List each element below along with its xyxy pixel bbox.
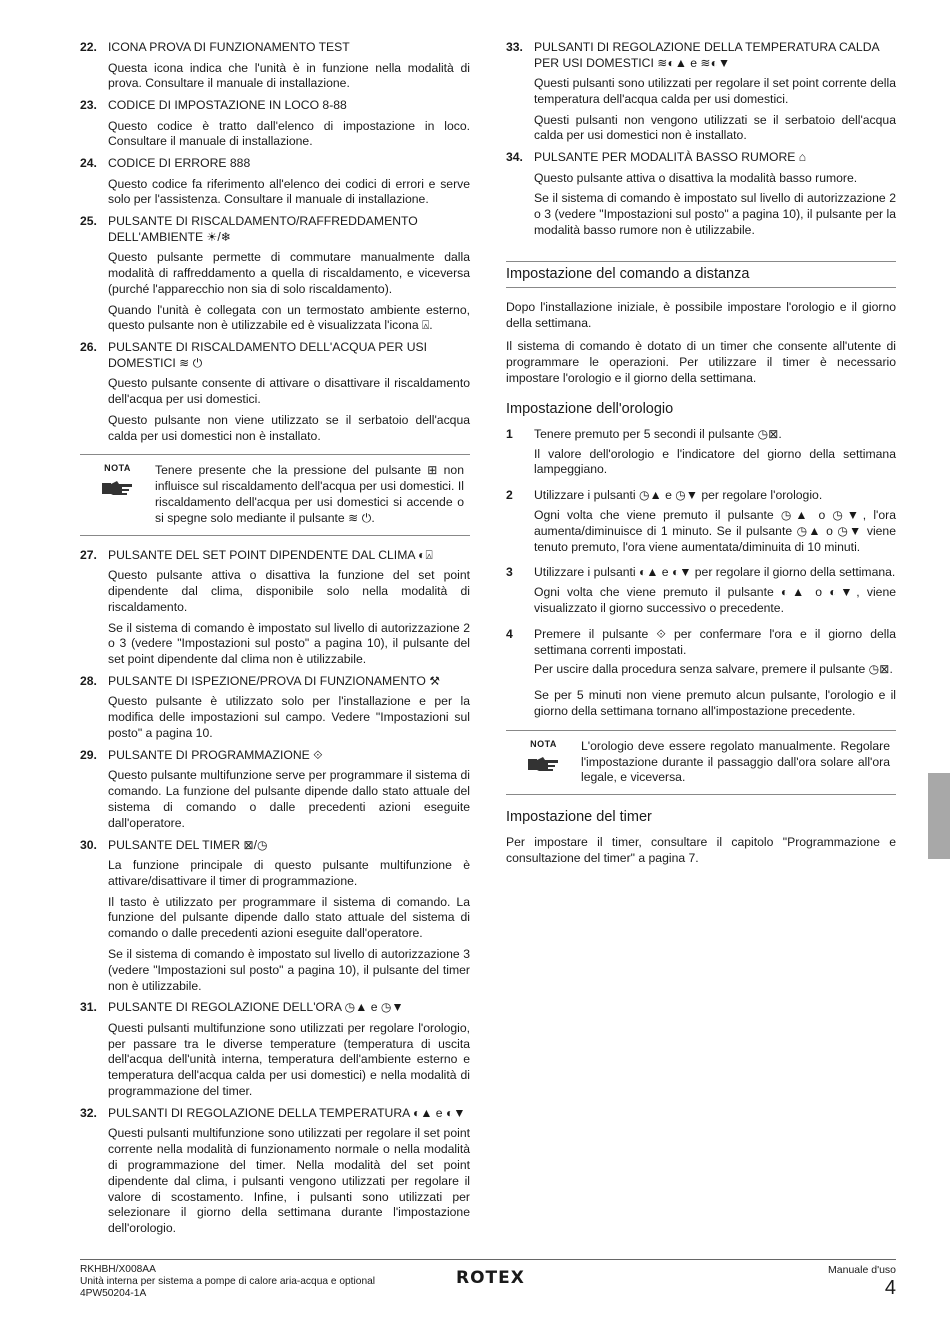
numbered-item xyxy=(506,40,896,144)
note-label-block xyxy=(506,739,581,786)
item-heading xyxy=(80,838,470,854)
item-title: PULSANTE PER MODALITÀ BASSO RUMORE ⌂ xyxy=(534,150,807,165)
item-paragraph: Questo pulsante attiva o disattiva la modalità basso rumore. xyxy=(534,170,858,185)
product-description: Unità interna per sistema a pompe di calore aria-acqua e optional xyxy=(80,1276,376,1287)
subsection-heading-timer: Impostazione del timer xyxy=(506,809,652,826)
item-paragraph: La funzione principale di questo pulsante multifunzione è attivare/disattivare il timer di programmazione. xyxy=(108,858,470,888)
pointing-hand-icon xyxy=(527,760,561,777)
item-heading xyxy=(80,214,470,245)
item-paragraph: Questo pulsante non viene utilizzato se il serbatoio dell'acqua calda per usi domestici non è installato. xyxy=(108,412,470,443)
item-heading xyxy=(80,748,470,764)
item-heading xyxy=(80,1000,470,1016)
numbered-item xyxy=(506,150,896,239)
numbered-item xyxy=(80,548,470,668)
numbered-item xyxy=(80,98,470,150)
section-tab xyxy=(928,773,950,859)
numbered-item xyxy=(80,1000,470,1099)
item-number: 30. xyxy=(80,837,97,852)
step-number: 2 xyxy=(506,488,513,503)
numbered-item xyxy=(80,340,470,444)
item-number: 34. xyxy=(506,150,523,165)
step-detail: Per uscire dalla procedura senza salvare, premere il pulsante ◷⊠. xyxy=(534,662,893,677)
item-paragraph: Se il sistema di comando è impostato sul livello di autorizzazione 2 o 3 (vedere "Impostazioni sul posto" a pagina 10), il pulsante del set point dipendente dal clima non è utilizzabile. xyxy=(108,620,470,667)
numbered-item xyxy=(80,214,470,334)
item-paragraph: Questo codice è tratto dall'elenco di impostazione in loco. Consultare il manuale di installazione. xyxy=(108,118,470,149)
item-paragraph: Questo pulsante consente di attivare o disattivare il riscaldamento dell'acqua per usi domestici. xyxy=(108,376,470,407)
right-column xyxy=(506,40,896,875)
procedure-step xyxy=(506,565,896,581)
manual-name: Manuale d'uso xyxy=(828,1264,896,1276)
note-text: Tenere presente che la pressione del pulsante ⊞ non influisce sul riscaldamento dell'acqua per usi domestici. Il riscaldamento dell'acqua per usi domestici si accende o si spegne solo mediante il pulsante ≋ ⏻. xyxy=(155,463,464,525)
item-paragraph: Questo pulsante multifunzione serve per programmare il sistema di comando. La funzione del pulsante dipende dallo stato attuale del sistema di comando o dalle precedenti azioni eseguite dall'operatore. xyxy=(108,768,470,830)
left-column xyxy=(80,40,470,1243)
item-heading xyxy=(80,548,470,564)
note-text: L'orologio deve essere regolato manualmente. Regolare l'impostazione durante il passaggio dall'ora solare all'ora legale, e viceversa. xyxy=(581,738,890,785)
item-title: ICONA PROVA DI FUNZIONAMENTO TEST xyxy=(108,40,350,54)
item-number: 24. xyxy=(80,156,97,171)
numbered-item xyxy=(80,748,470,832)
note-label: NOTA xyxy=(104,463,131,474)
item-paragraph: Questi pulsanti non vengono utilizzati se il serbatoio dell'acqua calda per usi domestici non è installato. xyxy=(534,112,896,143)
item-paragraph: Questi pulsanti multifunzione sono utilizzati per regolare il set point corrente nella modalità di funzionamento normale o nella modalità di programmazione del timer. Nella modalità del set point dipendente dal clima, i pulsanti vengono utilizzati per regolare il valore di scostamento. Infine, i pulsanti sono utilizzati per selezionare il giorno della settimana durante l'impostazione dell'orologio. xyxy=(108,1126,470,1236)
item-paragraph: Questo pulsante è utilizzato solo per l'installazione e per la modifica delle impostazioni sul campo. Vedere "Impostazioni sul posto" a pagina 10. xyxy=(108,694,470,741)
subsection-heading-clock: Impostazione dell'orologio xyxy=(506,400,674,417)
step-text: Utilizzare i pulsanti ◷▲ e ◷▼ per regolare l'orologio. xyxy=(534,488,823,503)
item-paragraph: Se il sistema di comando è impostato sul livello di autorizzazione 2 o 3 (vedere "Impostazioni sul posto" a pagina 10), il pulsante per la modalità basso rumore non è utilizzabile. xyxy=(534,191,896,238)
item-number: 28. xyxy=(80,673,97,688)
section-paragraph: Il sistema di comando è dotato di un timer che consente all'utente di programmare le operazioni. Per utilizzare il timer è necessario impostare l'orologio e il giorno della settimana. xyxy=(506,339,896,386)
numbered-item xyxy=(80,156,470,208)
item-title: PULSANTE DI ISPEZIONE/PROVA DI FUNZIONAMENTO ⚒ xyxy=(108,673,441,688)
item-heading xyxy=(80,40,470,56)
model-code: RKHBH/X008AA xyxy=(80,1264,156,1275)
item-paragraph: Questo pulsante permette di commutare manualmente dalla modalità di raffreddamento a quella di riscaldamento, e viceversa (purché l'apparecchio non sia di solo riscaldamento). xyxy=(108,250,470,296)
note-box xyxy=(80,454,470,535)
page-number: 4 xyxy=(884,1277,896,1299)
procedure-step xyxy=(506,427,896,443)
section-paragraph: Dopo l'installazione iniziale, è possibile impostare l'orologio e il giorno della settimana. xyxy=(506,299,896,330)
page-footer xyxy=(80,1259,896,1299)
pointing-hand-icon xyxy=(101,484,135,501)
item-paragraph: Questa icona indica che l'unità è in funzione nella modalità di prova. Consultare il manuale di installazione. xyxy=(108,60,470,91)
step-detail: Il valore dell'orologio e l'indicatore del giorno della settimana lampeggiano. xyxy=(534,446,896,477)
note-label-block xyxy=(80,463,155,526)
item-heading xyxy=(506,40,896,71)
item-paragraph: Se il sistema di comando è impostato sul livello di autorizzazione 3 (vedere "Impostazioni sul posto" a pagina 10), il pulsante del timer non è utilizzabile. xyxy=(108,946,470,993)
numbered-item xyxy=(80,1106,470,1237)
item-paragraph: Quando l'unità è collegata con un termostato ambiente esterno, questo pulsante non è utilizzabile ed è visualizzata l'icona ⍓. xyxy=(108,302,470,333)
step-detail: Ogni volta che viene premuto il pulsante ◷▲ o ◷▼, l'ora aumenta/diminuisce di 1 minuto. Se il pulsante ◷▲ o ◷▼ viene tenuto premuto, l'ora viene aumentata/diminuita di 10 minuti. xyxy=(534,508,896,554)
item-paragraph: Questo codice fa riferimento all'elenco dei codici di errori e serve solo per l'assistenza. Consultare il manuale di installazione. xyxy=(108,176,470,207)
item-number: 31. xyxy=(80,1000,97,1015)
footer-left xyxy=(80,1264,375,1300)
item-title: PULSANTE DEL TIMER ⊠/◷ xyxy=(108,837,268,852)
document-code: 4PW50204-1A xyxy=(80,1288,147,1299)
step-text: Premere il pulsante ⟐ per confermare l'ora e il giorno della settimana correnti impostati. xyxy=(534,626,896,657)
item-heading xyxy=(80,156,470,172)
procedure-step xyxy=(506,627,896,659)
step-text: Utilizzare i pulsanti ◐▲ e ◐▼ per regolare il giorno della settimana. xyxy=(534,565,896,580)
item-number: 29. xyxy=(80,747,97,762)
note-box xyxy=(506,730,896,795)
numbered-item xyxy=(80,838,470,995)
item-heading xyxy=(506,150,896,166)
item-number: 27. xyxy=(80,547,97,562)
item-title: CODICE DI IMPOSTAZIONE IN LOCO 8-88 xyxy=(108,98,347,113)
procedure-step xyxy=(506,488,896,504)
item-number: 23. xyxy=(80,98,97,113)
item-number: 32. xyxy=(80,1105,97,1120)
step-number: 3 xyxy=(506,565,513,580)
rotex-logo: ROTEX xyxy=(456,1268,525,1288)
item-title: PULSANTE DI RISCALDAMENTO DELL'ACQUA PER USI DOMESTICI ≋ ⏻ xyxy=(108,340,428,370)
step-text: Tenere premuto per 5 secondi il pulsante ◷⊠. xyxy=(534,426,782,441)
step-number: 4 xyxy=(506,626,513,641)
item-title: PULSANTI DI REGOLAZIONE DELLA TEMPERATURA CALDA PER USI DOMESTICI ≋◐▲ e ≋◐▼ xyxy=(534,40,879,70)
item-title: CODICE DI ERRORE 888 xyxy=(108,156,251,171)
item-number: 26. xyxy=(80,340,97,355)
step-detail: Ogni volta che viene premuto il pulsante ◐▲ o ◐▼, viene visualizzato il giorno successivo o precedente. xyxy=(534,585,896,616)
item-paragraph: Questo pulsante attiva o disattiva la funzione del set point dipendente dal clima, disponibile solo nella modalità di riscaldamento. xyxy=(108,568,470,614)
step-number: 1 xyxy=(506,426,513,441)
item-heading xyxy=(80,340,470,371)
item-title: PULSANTI DI REGOLAZIONE DELLA TEMPERATURA ◐▲ e ◐▼ xyxy=(108,1105,466,1120)
item-title: PULSANTE DI REGOLAZIONE DELL'ORA ◷▲ e ◷▼ xyxy=(108,1000,404,1015)
item-title: PULSANTE DI RISCALDAMENTO/RAFFREDDAMENTO DELL'AMBIENTE ☀/❄ xyxy=(108,214,418,244)
step-detail: Se per 5 minuti non viene premuto alcun pulsante, l'orologio e il giorno della settimana tornano all'impostazione precedente. xyxy=(534,688,896,719)
timer-paragraph: Per impostare il timer, consultare il capitolo "Programmazione e consultazione del timer" a pagina 7. xyxy=(506,835,896,865)
item-paragraph: Questi pulsanti multifunzione sono utilizzati per regolare l'orologio, per passare tra le diverse temperature (temperatura di uscita dell'acqua dell'unità interna, temperatura dell'ambiente esterno e temperatura dell'acqua calda per usi domestici) e nella modalità di programmazione del timer. xyxy=(108,1020,470,1099)
item-heading xyxy=(80,674,470,690)
item-title: PULSANTE DEL SET POINT DIPENDENTE DAL CLIMA ◐⍓ xyxy=(108,547,433,562)
item-number: 22. xyxy=(80,40,97,54)
item-title: PULSANTE DI PROGRAMMAZIONE ⟐ xyxy=(108,747,323,762)
item-heading xyxy=(80,1106,470,1122)
item-number: 25. xyxy=(80,214,97,229)
item-number: 33. xyxy=(506,40,523,54)
section-heading: Impostazione del comando a distanza xyxy=(506,261,896,288)
numbered-item xyxy=(80,40,470,92)
item-paragraph: Questi pulsanti sono utilizzati per regolare il set point corrente della temperatura dell'acqua calda per usi domestici. xyxy=(534,76,896,106)
footer-right xyxy=(828,1264,896,1300)
item-paragraph: Il tasto è utilizzato per programmare il sistema di comando. La funzione del pulsante dipende dallo stato attuale del sistema di comando o dalle precedenti azioni eseguite dall'operatore. xyxy=(108,894,470,941)
note-label: NOTA xyxy=(530,738,557,749)
numbered-item xyxy=(80,674,470,742)
item-heading xyxy=(80,98,470,114)
